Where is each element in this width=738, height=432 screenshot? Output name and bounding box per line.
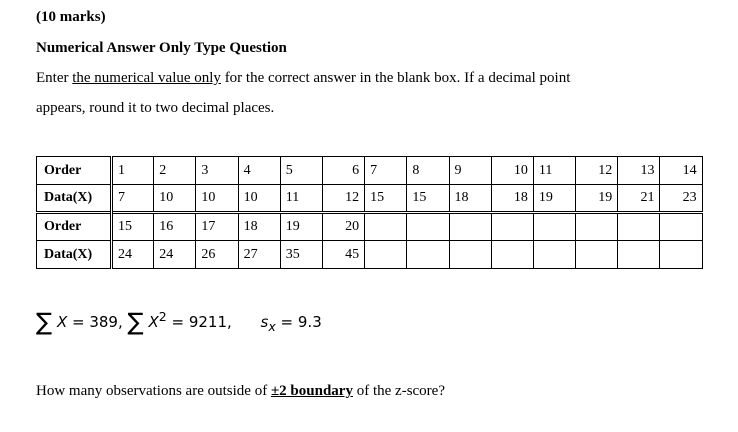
table-cell: 20 <box>322 213 364 241</box>
table-cell: 26 <box>196 241 238 269</box>
table-cell: 35 <box>280 241 322 269</box>
table-cell: 14 <box>660 157 702 185</box>
table-cell: 24 <box>154 241 196 269</box>
sum-x2-exp: 2 <box>158 309 167 324</box>
table-cell: 11 <box>533 157 575 185</box>
table-cell: 19 <box>533 185 575 213</box>
row-label: Data(X) <box>37 241 112 269</box>
table-cell: 24 <box>112 241 154 269</box>
question-text <box>36 383 445 400</box>
sum-symbol: ∑ <box>36 308 53 336</box>
table-cell <box>365 213 407 241</box>
table-cell <box>618 241 660 269</box>
table-cell: 27 <box>238 241 280 269</box>
table-cell: 10 <box>238 185 280 213</box>
row-label: Order <box>37 213 112 241</box>
sum-x-var: X <box>56 313 68 331</box>
table-cell: 18 <box>491 185 533 213</box>
question-bold: ±2 boundary <box>270 383 353 399</box>
question-type-heading: Numerical Answer Only Type Question <box>36 40 287 56</box>
table-cell: 4 <box>238 157 280 185</box>
table-cell <box>576 213 618 241</box>
table-cell: 10 <box>491 157 533 185</box>
table-cell <box>449 241 491 269</box>
table-cell: 15 <box>365 185 407 213</box>
table-row <box>37 185 703 213</box>
table-cell: 12 <box>576 157 618 185</box>
table-cell <box>491 213 533 241</box>
data-table <box>36 156 703 269</box>
table-cell <box>618 213 660 241</box>
question-pre: How many observations are outside of <box>36 383 271 399</box>
table-cell: 7 <box>365 157 407 185</box>
table-cell: 13 <box>618 157 660 185</box>
table-cell: 6 <box>322 157 364 185</box>
instructions-post: for the correct answer in the blank box. If a decimal point <box>220 70 571 86</box>
row-label: Order <box>37 157 112 185</box>
table-cell <box>407 213 449 241</box>
table-cell: 10 <box>196 185 238 213</box>
table-cell: 18 <box>449 185 491 213</box>
row-label: Data(X) <box>37 185 112 213</box>
table-cell: 45 <box>322 241 364 269</box>
table-cell <box>576 241 618 269</box>
instructions-pre: Enter <box>36 70 73 86</box>
table-cell: 7 <box>112 185 154 213</box>
table-cell <box>491 241 533 269</box>
sd-value: = 9.3 <box>275 313 322 331</box>
marks-label: (10 marks) <box>36 9 106 25</box>
table-cell <box>365 241 407 269</box>
table-cell: 2 <box>154 157 196 185</box>
instructions-underlined: the numerical value only <box>72 70 221 86</box>
instructions-line-2: appears, round it to two decimal places. <box>36 100 275 116</box>
table-row <box>37 241 703 269</box>
sd-var: s <box>260 313 269 331</box>
sum-symbol-2: ∑ <box>127 308 144 336</box>
table-cell: 21 <box>618 185 660 213</box>
sum-x2-var: X <box>148 313 159 331</box>
sum-x-value: = 389, <box>67 313 123 331</box>
table-cell: 9 <box>449 157 491 185</box>
table-cell: 5 <box>280 157 322 185</box>
table-cell <box>533 213 575 241</box>
table-cell: 16 <box>154 213 196 241</box>
table-row <box>37 213 703 241</box>
table-cell: 10 <box>154 185 196 213</box>
table-cell <box>660 241 702 269</box>
table-cell: 15 <box>407 185 449 213</box>
table-cell <box>449 213 491 241</box>
sd-sub: x <box>268 319 276 334</box>
table-cell: 12 <box>322 185 364 213</box>
table-cell: 3 <box>196 157 238 185</box>
table-cell: 19 <box>280 213 322 241</box>
table-cell: 8 <box>407 157 449 185</box>
table-cell: 1 <box>112 157 154 185</box>
table-cell: 17 <box>196 213 238 241</box>
sum-x2-value: = 9211, <box>166 313 232 331</box>
instructions-line-1 <box>36 70 570 87</box>
table-cell: 11 <box>280 185 322 213</box>
question-post: of the z-score? <box>352 383 445 399</box>
table-cell: 23 <box>660 185 702 213</box>
table-cell: 19 <box>576 185 618 213</box>
summary-formula <box>36 308 322 336</box>
table-row <box>37 157 703 185</box>
table-cell <box>407 241 449 269</box>
table-cell: 15 <box>112 213 154 241</box>
table-cell <box>660 213 702 241</box>
table-cell: 18 <box>238 213 280 241</box>
table-cell <box>533 241 575 269</box>
